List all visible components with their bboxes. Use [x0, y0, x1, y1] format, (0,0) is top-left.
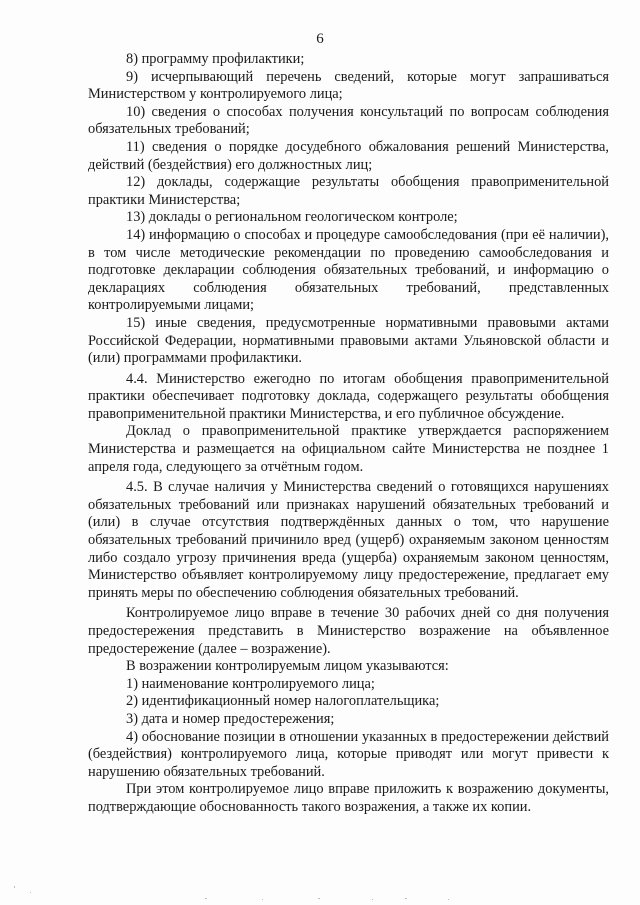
list-item-10: 10) сведения о способах получения консультаций по вопросам соблюдения обязательных требований; — [88, 103, 609, 138]
section-4-4-paragraph: 4.4. Министерство ежегодно по итогам обобщения правоприменительной практики обеспечивает подготовку доклада, содержащего результаты обобщения правоприменительной практики Министерства, и его публичное обсуждение. — [88, 370, 609, 422]
list-item-15: 15) иные сведения, предусмотренные нормативными правовыми актами Российской Федерации, нормативными правовыми актами Ульяновской области и (или) программами профилактики. — [88, 314, 609, 367]
objection-contents-intro: В возражении контролируемым лицом указываются: — [126, 658, 449, 675]
objection-right-paragraph: Контролируемое лицо вправе в течение 30 рабочих дней со дня получения предостережения представить в Министерство возражение на объявленное предостережение (далее – возражение). — [88, 605, 609, 657]
list-item-9: 9) исчерпывающий перечень сведений, которые могут запрашиваться Министерством у контролируемого лица; — [88, 68, 609, 103]
objection-item-1: 1) наименование контролируемого лица; — [126, 675, 375, 692]
list-item-8: 8) программу профилактики; — [126, 51, 305, 67]
report-approval-paragraph: Доклад о правоприменительной практике утверждается распоряжением Министерства и размещается на официальном сайте Министерства не позднее 1 апреля года, следующего за отчётным годом. — [88, 423, 609, 475]
objection-item-4: 4) обоснование позиции в отношении указанных в предостережении действий (бездействия) контролируемого лица, которые приводят или могут привести к нарушению обязательных требований. — [88, 728, 609, 780]
list-item-11: 11) сведения о порядке досудебного обжалования решений Министерства, действий (бездействия) его должностных лиц; — [88, 138, 609, 173]
scan-noise-specks — [0, 880, 640, 905]
page-number: 6 — [316, 31, 324, 47]
objection-item-2: 2) идентификационный номер налогоплательщика; — [126, 693, 440, 710]
section-4-5-paragraph: 4.5. В случае наличия у Министерства сведений о готовящихся нарушениях обязательных требований или признаках нарушений обязательных требований и (или) в случае отсутствия подтверждённых данных о том, что нарушение обязательных требований причинило вред (ущерб) охраняемым законом ценностям либо создало угрозу причинения вреда (ущерба) охраняемым законом ценностям, Министерство объявляет контролируемому лицу предостережение, предлагает ему принять меры по обеспечению соблюдения обязательных требований. — [88, 479, 609, 601]
attachments-paragraph: При этом контролируемое лицо вправе приложить к возражению документы, подтверждающие обоснованность такого возражения, а также их копии. — [88, 781, 609, 815]
objection-item-3: 3) дата и номер предостережения; — [126, 710, 335, 727]
list-item-13: 13) доклады о региональном геологическом контроле; — [126, 209, 458, 226]
list-item-14: 14) информацию о способах и процедуре самообследования (при её наличии), в том числе методические рекомендации по проведению самообследования и подготовке декларации соблюдения обязательных требований, и информацию о декларациях соблюдения обязательных требований, представленных контролируемыми лицами; — [88, 226, 609, 314]
document-body — [88, 51, 609, 817]
list-item-12: 12) доклады, содержащие результаты обобщения правоприменительной практики Министерства; — [88, 174, 609, 208]
